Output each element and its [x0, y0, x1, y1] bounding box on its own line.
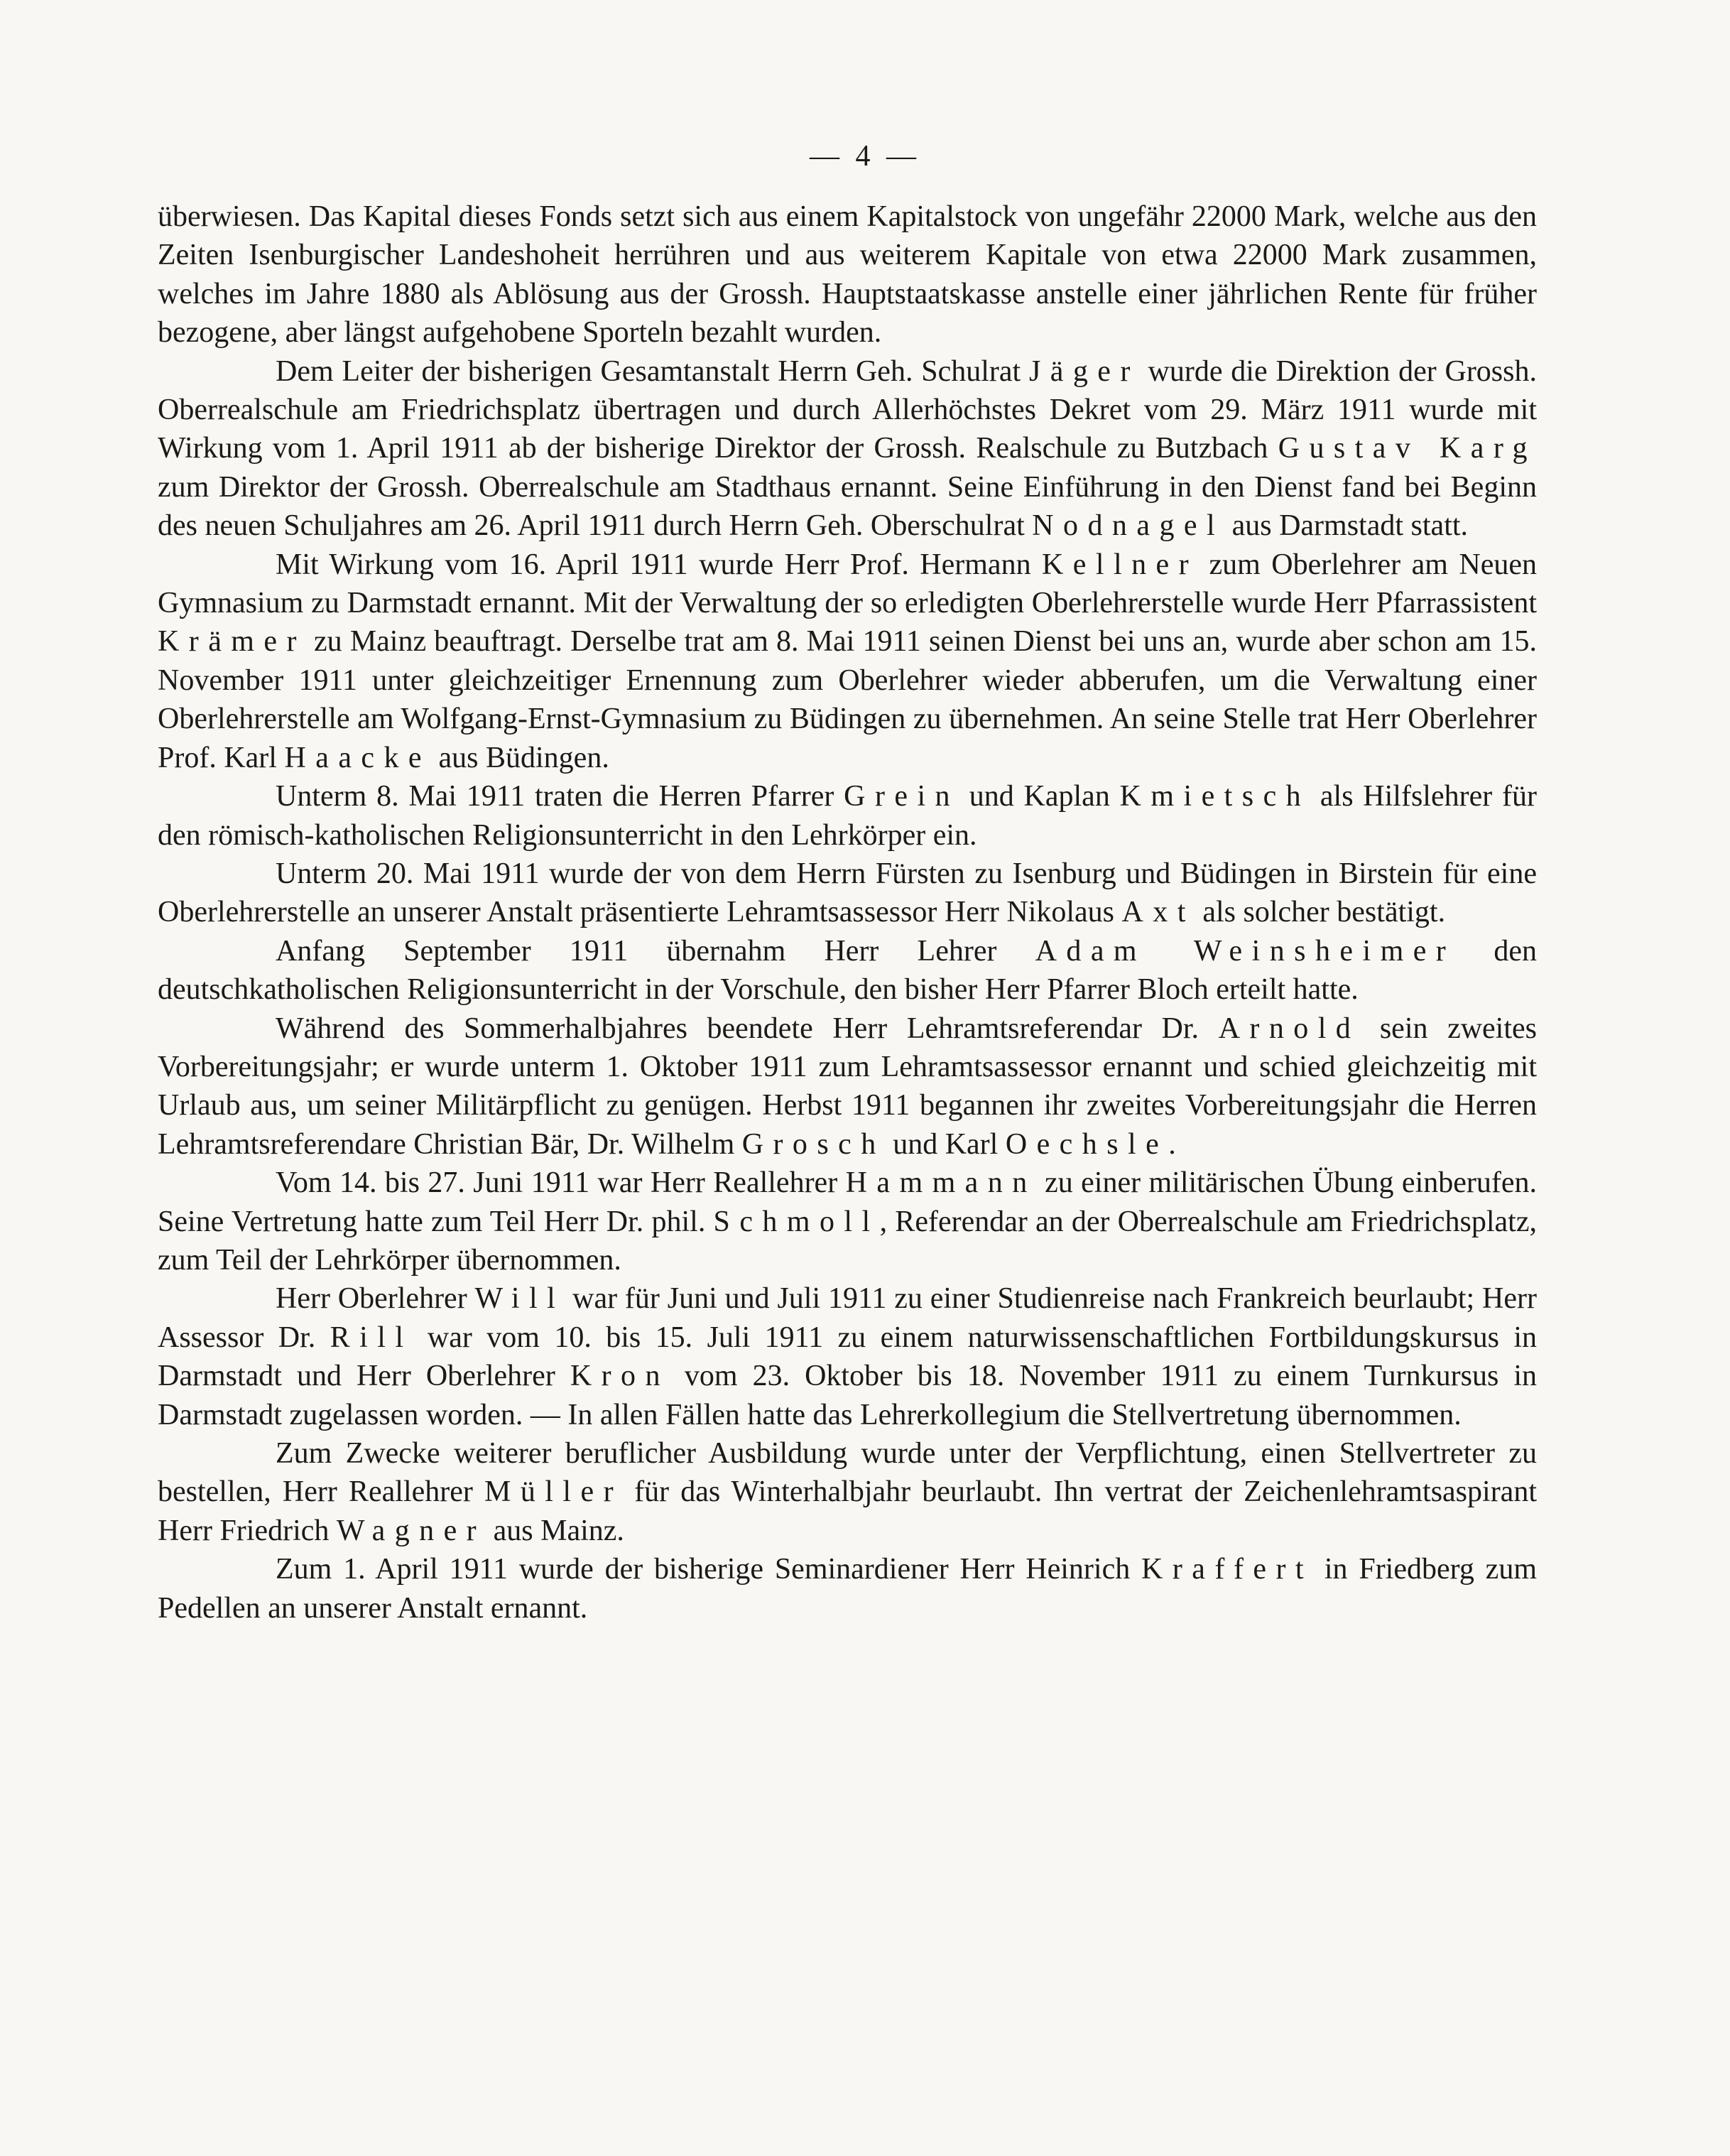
text-run: war vom 10. bis 15. Juli 1911 zu einem naturwissenschaftlichen Fortbildungskursus in Darmstadt und Herr Oberlehrer — [158, 1321, 1537, 1393]
paragraph — [158, 352, 1537, 546]
text-run: in Friedberg zum Pedellen an unserer Anstalt ernannt. — [158, 1553, 1537, 1625]
text-run: war für Juni und Juli 1911 zu einer Studienreise nach Frankreich beurlaubt; Herr Assessor Dr. — [158, 1282, 1537, 1354]
text-run: , Referendar an der Oberrealschule am Friedrichsplatz, zum Teil der Lehrkörper übernommen. — [158, 1205, 1537, 1277]
text-run: zu einer militärischen Übung einberufen. Seine Vertretung hatte zum Teil Herr Dr. phil. — [158, 1166, 1537, 1238]
spaced-name: Jäger — [1028, 354, 1140, 388]
paragraph — [158, 777, 1537, 855]
text-run: Mit Wirkung vom 16. April 1911 wurde Herr Prof. Hermann — [276, 548, 1043, 581]
paragraph — [158, 1009, 1537, 1164]
text-run: als Hilfslehrer für den römisch-katholischen Religionsunterricht in den Lehrkörper ein. — [158, 780, 1537, 852]
text-run: Zum 1. April 1911 wurde der bisherige Seminardiener Herr Heinrich — [276, 1553, 1142, 1586]
paragraph — [158, 932, 1537, 1009]
spaced-name: Krämer — [158, 625, 306, 659]
text-run: Unterm 8. Mai 1911 traten die Herren Pfarrer — [276, 780, 844, 813]
text-run: Dem Leiter der bisherigen Gesamtanstalt Herrn Geh. Schulrat — [276, 354, 1029, 388]
body-text — [158, 197, 1537, 1627]
text-run: vom 23. Oktober bis 18. November 1911 zu einem Turnkursus in Darmstadt zugelassen worden. — In allen Fällen hatte das Lehrerkollegium die Stellvertretung übernommen. — [158, 1360, 1537, 1431]
spaced-name: Kron — [570, 1360, 670, 1393]
text-run: Anfang September 1911 übernahm Herr Lehrer — [276, 934, 1035, 968]
page-number: — 4 — — [810, 140, 920, 173]
paragraph — [158, 1550, 1537, 1627]
text-run: zu Mainz beauftragt. Derselbe trat am 8. Mai 1911 seinen Dienst bei uns an, wurde aber schon am 15. November 1911 unter gleichzeitiger Ernennung zum Oberlehrer wieder abberufen, um die Verwaltung einer Oberlehrerstelle am Wolfgang-Ernst-Gymnasium zu Büdingen zu übernehmen. An seine Stelle trat Herr Oberlehrer Prof. Karl — [158, 625, 1537, 774]
spaced-name: Nodnagel — [1032, 509, 1225, 543]
spaced-name: Grosch — [741, 1127, 886, 1161]
text-run: überwiesen. Das Kapital dieses Fonds setzt sich aus einem Kapitalstock von ungefähr 22000 Mark, welche aus den Zeiten Isenburgischer Landeshoheit herrühren und aus weiterem Kapitale von etwa 22000 Mark zusammen, welches im Jahre 1880 als Ablösung aus der Grossh. Hauptstaatskasse anstelle einer jährlichen Rente für früher bezogene, aber längst aufgehobene Sporteln bezahlt wurden. — [158, 200, 1537, 350]
spaced-name: Kmietsch — [1119, 780, 1311, 813]
spaced-name: Kellner — [1042, 548, 1199, 581]
text-run: und Karl — [885, 1127, 1006, 1161]
text-run: . — [1168, 1127, 1176, 1161]
text-run: Herr Oberlehrer — [276, 1282, 475, 1316]
text-run: aus Darmstadt statt. — [1224, 509, 1469, 543]
spaced-name: Müller — [484, 1475, 623, 1509]
spaced-name: Grein — [844, 780, 959, 813]
text-run: Zum Zwecke weiterer beruflicher Ausbildung wurde unter der Verpflichtung, einen Stellvertreter zu bestellen, Herr Reallehrer — [158, 1437, 1537, 1509]
spaced-name: Axt — [1121, 896, 1195, 929]
paragraph — [158, 1434, 1537, 1550]
text-run: und Kaplan — [959, 780, 1120, 813]
spaced-name: Adam Weinsheimer — [1035, 934, 1456, 968]
text-run: Unterm 20. Mai 1911 wurde der von dem Herrn Fürsten zu Isenburg und Büdingen in Birstein für eine Oberlehrerstelle an unserer Anstalt präsentierte Lehramtsassessor Herr Nikolaus — [158, 857, 1537, 929]
text-run: zum Oberlehrer am Neuen Gymnasium zu Darmstadt ernannt. Mit der Verwaltung der so erledigten Oberlehrerstelle wurde Herr Pfarrassistent — [158, 548, 1537, 620]
text-run: Während des Sommerhalbjahres beendete Herr Lehramtsreferendar Dr. — [276, 1012, 1219, 1045]
text-run: Vom 14. bis 27. Juni 1911 war Herr Reallehrer — [276, 1166, 846, 1200]
spaced-name: Haacke — [284, 741, 432, 774]
text-run: den deutschkatholischen Religionsunterricht in der Vorschule, den bisher Herr Pfarrer Bloch erteilt hatte. — [158, 934, 1537, 1007]
spaced-name: Arnold — [1218, 1012, 1361, 1045]
text-run: zum Direktor der Grossh. Oberrealschule am Stadthaus ernannt. Seine Einführung in den Dienst fand bei Beginn des neuen Schuljahres am 26. April 1911 durch Herrn Geh. Oberschulrat — [158, 470, 1537, 543]
spaced-name: Kraffert — [1141, 1553, 1314, 1586]
paragraph — [158, 855, 1537, 932]
spaced-name: Schmoll — [713, 1205, 880, 1238]
paragraph — [158, 1164, 1537, 1279]
text-run: sein zweites Vorbereitungsjahr; er wurde unterm 1. Oktober 1911 zum Lehramtsassessor ernannt und schied gleichzeitig mit Urlaub aus, um seiner Militärpflicht zu genügen. Herbst 1911 begannen ihr zweites Vorbereitungsjahr die Herren Lehramtsreferendare Christian Bär, Dr. Wilhelm — [158, 1012, 1538, 1161]
text-run: für das Winterhalbjahr beurlaubt. Ihn vertrat der Zeichenlehramtsaspirant Herr Friedrich — [158, 1475, 1537, 1547]
spaced-name: Oechsle — [1005, 1127, 1169, 1161]
text-run: aus Mainz. — [486, 1514, 624, 1547]
spaced-name: Rill — [330, 1321, 413, 1354]
text-run: als solcher bestätigt. — [1195, 896, 1446, 929]
text-run: aus Büdingen. — [431, 741, 609, 774]
text-run: wurde die Direktion der Grossh. Oberrealschule am Friedrichsplatz übertragen und durch Allerhöchstes Dekret vom 29. März 1911 wurde mit Wirkung vom 1. April 1911 ab der bisherige Direktor der Grossh. Realschule zu Butzbach — [158, 354, 1537, 465]
paragraph — [158, 197, 1537, 352]
spaced-name: Will — [474, 1282, 565, 1316]
paragraph — [158, 1279, 1537, 1434]
spaced-name: Wagner — [336, 1514, 486, 1547]
paragraph — [158, 546, 1537, 777]
spaced-name: Hammann — [845, 1166, 1037, 1200]
spaced-name: Gustav Karg — [1278, 432, 1537, 465]
